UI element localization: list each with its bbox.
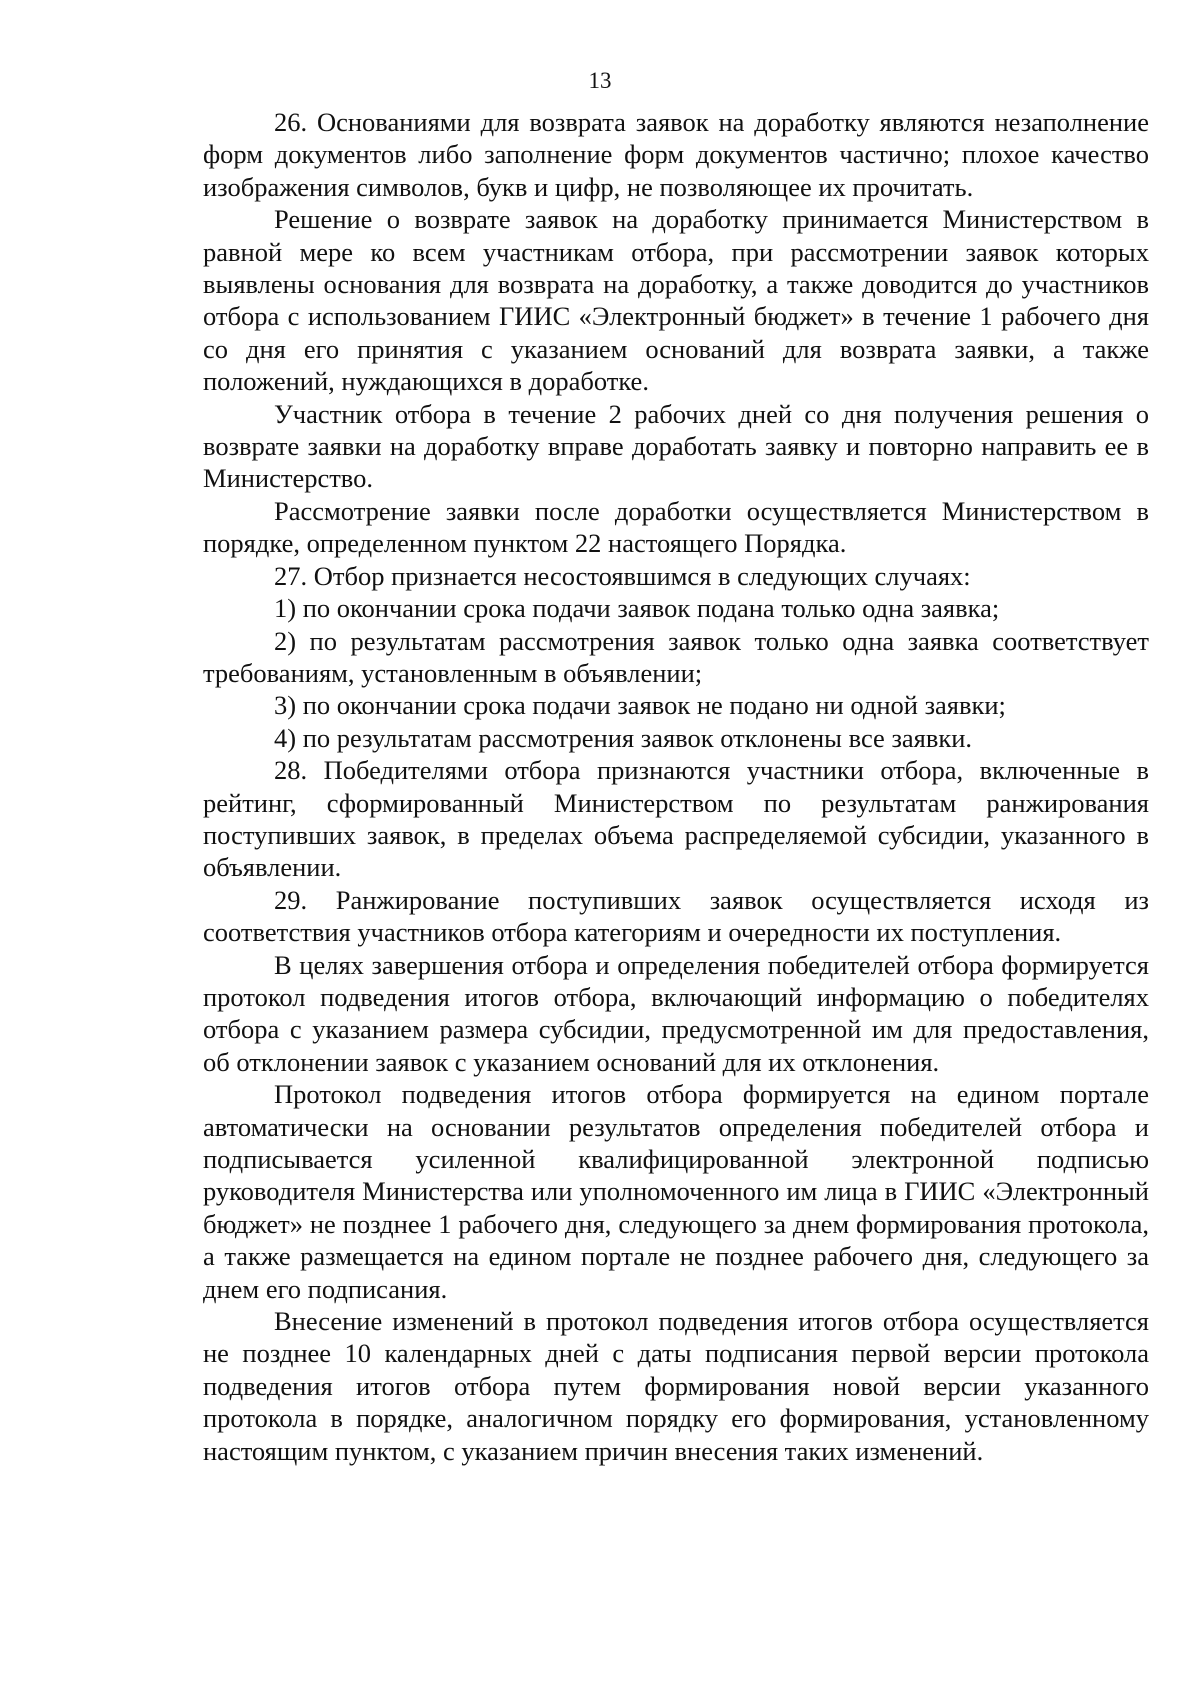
paragraph-participant-revision: Участник отбора в течение 2 рабочих дней со дня получения решения о возврате заявки на доработку вправе доработать заявку и повторно направить ее в Министерство. bbox=[203, 398, 1149, 494]
paragraph-29: 29. Ранжирование поступивших заявок осуществляется исходя из соответствия участников отбора категориям и очередности их поступления. bbox=[203, 884, 1149, 948]
paragraph-28: 28. Победителями отбора признаются участники отбора, включенные в рейтинг, сформированный Министерством по результатам ранжирования поступивших заявок, в пределах объема распределяемой субсидии, указанного в объявлении. bbox=[203, 755, 1149, 883]
list-item-27-1: 1) по окончании срока подачи заявок подана только одна заявка; bbox=[274, 593, 1000, 624]
list-item-27-3: 3) по окончании срока подачи заявок не подано ни одной заявки; bbox=[274, 690, 1006, 721]
list-item-27-4: 4) по результатам рассмотрения заявок отклонены все заявки. bbox=[274, 722, 973, 753]
paragraph-protocol-formation: В целях завершения отбора и определения победителей отбора формируется протокол подведения итогов отбора, включающий информацию о победителях отбора с указанием размера субсидии, предусмотренной им для предоставления, об отклонении заявок с указанием оснований для их отклонения. bbox=[203, 949, 1149, 1077]
page-number: 13 bbox=[588, 68, 612, 93]
paragraph-protocol-changes: Внесение изменений в протокол подведения итогов отбора осуществляется не позднее 10 календарных дней с даты подписания первой версии протокола подведения итогов отбора путем формирования новой версии указанного протокола в порядке, аналогичном порядку его формирования, установленному настоящим пунктом, с указанием причин внесения таких изменений. bbox=[203, 1306, 1149, 1466]
paragraph-26: 26. Основаниями для возврата заявок на доработку являются незаполнение форм документов либо заполнение форм документов частично; плохое качество изображения символов, букв и цифр, не позволяющее их прочитать. bbox=[203, 107, 1149, 202]
paragraph-review-after-revision: Рассмотрение заявки после доработки осуществляется Министерством в порядке, определенном пунктом 22 настоящего Порядка. bbox=[203, 495, 1149, 559]
paragraph-27: 27. Отбор признается несостоявшимся в следующих случаях: bbox=[274, 560, 971, 591]
document-body bbox=[203, 106, 1149, 1467]
paragraph-return-decision: Решение о возврате заявок на доработку принимается Министерством в равной мере ко всем участникам отбора, при рассмотрении заявок которых выявлены основания для возврата на доработку, а также доводится до участников отбора с использованием ГИИС «Электронный бюджет» в течение 1 рабочего дня со дня его принятия с указанием оснований для возврата заявки, а также положений, нуждающихся в доработке. bbox=[203, 204, 1149, 397]
list-item-27-2: 2) по результатам рассмотрения заявок только одна заявка соответствует требованиям, установленным в объявлении; bbox=[203, 625, 1149, 688]
paragraph-protocol-signing: Протокол подведения итогов отбора формируется на едином портале автоматически на основании результатов определения победителей отбора и подписывается усиленной квалифицированной электронной подписью руководителя Министерства или уполномоченного им лица в ГИИС «Электронный бюджет» не позднее 1 рабочего дня, следующего за днем формирования протокола, а также размещается на едином портале не позднее рабочего дня, следующего за днем его подписания. bbox=[203, 1079, 1149, 1304]
